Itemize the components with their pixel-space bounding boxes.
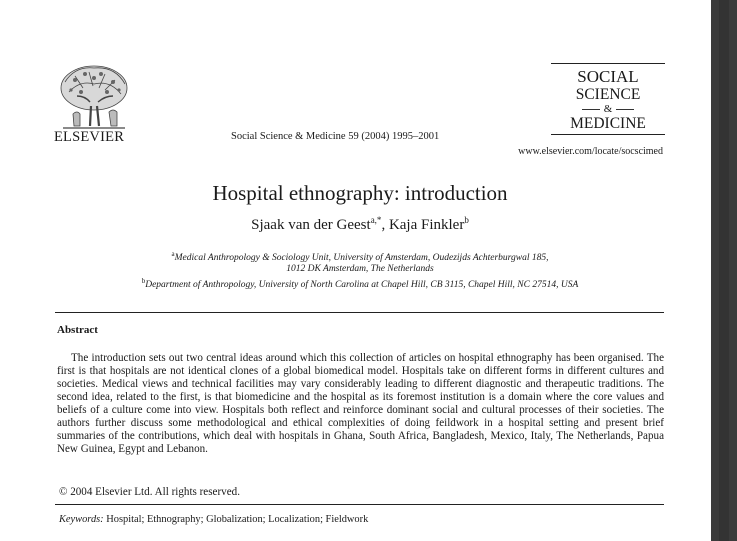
keywords-label: Keywords: (59, 514, 104, 525)
affiliation-a (0, 250, 720, 263)
author-1: Sjaak van der Geest (251, 217, 371, 233)
masthead-ampersand: & (551, 103, 665, 115)
abstract-top-rule (55, 312, 664, 313)
affiliation-a-mark: a (171, 250, 175, 258)
masthead-line-4: MEDICINE (570, 115, 646, 132)
article-title: Hospital ethnography: introduction (212, 181, 508, 205)
journal-masthead (551, 63, 665, 135)
journal-url-link[interactable]: www.elsevier.com/locate/socscimed (518, 146, 663, 157)
abstract-heading: Abstract (57, 324, 98, 336)
affiliation-b (0, 277, 720, 290)
publisher-name: ELSEVIER (54, 129, 125, 145)
affiliation-b-mark: b (141, 277, 146, 285)
elsevier-tree-logo-icon (55, 62, 133, 132)
abstract-body: The introduction sets out two central ideas around which this collection of articles on hospital ethnography has been organised. The first is that hospitals are not identical clones of a global biomedical model. Hospitals take on different forms in different cultures and societies. Medical views and technical facilities may vary considerably leading to different diagnostic and therapeutic traditions. The second idea, related to the first, is that biomedicine and the hospital as its foremost institution is a domain where the core values and beliefs of a culture come into view. Hospitals both reflect and reinforce dominant social and cultural processes of their societies. The authors further discuss some methodological and ethical complexities of doing feildwork in a hospital setting and present brief summaries of the contributions, which deal with hospitals in Ghana, South Africa, Bangladesh, Mexico, Italy, The Netherlands, Papua New Guinea, Egypt and Lebanon. (57, 352, 664, 455)
author-2: Kaja Finkler (388, 217, 465, 233)
affiliation-b-line: Department of Anthropology, University of North Carolina at Chapel Hill, CB 3115, Chapel Hill, NC 27514, USA (145, 280, 579, 291)
copyright-notice: © 2004 Elsevier Ltd. All rights reserved. (59, 486, 240, 498)
keywords-text: Hospital; Ethnography; Globalization; Localization; Fieldwork (106, 514, 369, 525)
journal-reference: Social Science & Medicine 59 (2004) 1995–2001 (231, 131, 440, 142)
affiliation-a-line-2: 1012 DK Amsterdam, The Netherlands (286, 264, 434, 274)
abstract-bottom-rule (55, 504, 664, 505)
masthead-line-1: SOCIAL (577, 67, 639, 86)
author-list (0, 215, 720, 234)
affiliation-a-line-1: Medical Anthropology & Sociology Unit, University of Amsterdam, Oudezijds Achterburgwal 185, (174, 253, 549, 264)
masthead-line-2: SCIENCE (575, 86, 641, 103)
author-1-affiliation-mark: a,* (370, 215, 382, 225)
keywords-line (59, 514, 368, 525)
author-2-affiliation-mark: b (464, 215, 469, 225)
author-separator: , (381, 217, 389, 233)
viewer-scrollbar[interactable] (711, 0, 737, 541)
scrollbar-track[interactable] (719, 0, 729, 541)
